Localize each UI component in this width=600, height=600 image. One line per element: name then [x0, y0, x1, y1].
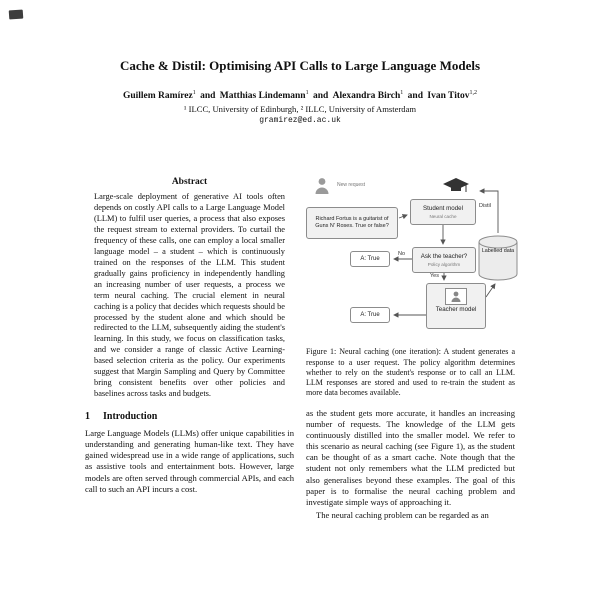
section-number: 1 — [85, 410, 90, 422]
right-column — [306, 177, 515, 521]
corner-mark — [9, 10, 24, 20]
teacher-model-label: Teacher model — [435, 306, 477, 314]
author-affil-mark: 1 — [305, 90, 309, 97]
abstract-heading: Abstract — [171, 177, 208, 188]
yes-branch-label: Yes — [430, 273, 439, 280]
student-model-subtitle: Neural cache — [429, 213, 457, 219]
student-model-box — [410, 199, 476, 225]
ask-teacher-box — [412, 247, 476, 273]
teacher-icon — [445, 288, 467, 305]
right-column-clipped-paragraph: The neural caching problem can be regarded as an — [316, 510, 489, 521]
graduation-cap-icon — [442, 177, 470, 200]
author-line — [0, 90, 600, 101]
right-column-paragraph: as the student gets more accurate, it handles an increasing number of requests. The knowledge of the LLM gets continuously distilled into the smaller model. We refer to this scenario as neural caching (see Figure 1), as the student can be thought of as a smart cache. Note though that the student not only remembers what the LLM predicted but also generalises beyond these examples. The goal of this paper is to formalise the neural caching problem and investigate simple ways of approaching it. — [306, 407, 515, 507]
answer-box-bottom: A: True — [350, 307, 390, 323]
section-title: Introduction — [103, 410, 158, 422]
two-column-body — [85, 177, 515, 521]
student-model-label: Student model — [423, 204, 463, 212]
user-icon — [314, 177, 330, 200]
and-separator: and — [312, 91, 329, 102]
author-affil-mark: 1 — [400, 90, 404, 97]
paper-title: Cache & Distil: Optimising API Calls to Large Language Models — [119, 58, 481, 73]
affiliation-line: ¹ ILCC, University of Edinburgh, ² ILLC, University of Amsterdam — [183, 104, 417, 115]
request-box: Richard Fortus is a guitarist of Guns N' Roses. True or false? — [306, 207, 398, 239]
answer-box-top: A: True — [350, 251, 390, 267]
and-separator: and — [407, 91, 423, 102]
author-name: Matthias Lindemann — [219, 91, 306, 102]
labelled-data-label: Labelled data — [481, 248, 515, 255]
abstract-text: Large-scale deployment of generative AI tools often depends on costly API calls to a Large Language Model (LLM) to fulfil user queries, a process that also exposes the request stream to external providers. To curtail the frequency of these calls, one can employ a local smaller language model – a student – which is continuously trained on the responses of the LLM. This student gradually gains proficiency in independently handling an increasing number of user requests, a process we term neural caching. The crucial element in neural caching is a policy that decides which requests should be processed by the student alone and which should be redirected to the LLM, subsequently aiding the student's learning. In this study, we focus on classification tasks, and we consider a range of classic Active Learning-based selection criteria as the policy. Our experiments suggest that Margin Sampling and Query by Committee bring consistent benefits over other policies and baselines across tasks and budgets. — [94, 192, 285, 398]
figure-1-diagram — [306, 177, 518, 339]
author-name: Alexandra Birch — [332, 91, 401, 102]
author-name: Ivan Titov — [427, 91, 470, 102]
left-column — [85, 177, 294, 495]
and-separator: and — [200, 91, 216, 102]
policy-algorithm-subtitle: Policy algorithm — [427, 261, 461, 267]
labelled-data-store — [478, 235, 518, 281]
no-branch-label: No — [398, 251, 406, 258]
figure-caption: Figure 1: Neural caching (one iteration): A student generates a response to a user request. The policy algorithm determines whether to rely on the student's response or to call an LLM. LLM responses are stored and used to re-train the student as more data becomes available. — [306, 347, 515, 398]
author-name: Guillem Ramírez — [122, 91, 193, 102]
distil-label: Distil — [479, 203, 491, 210]
author-affil-mark: 1,2 — [469, 90, 478, 97]
author-affil-mark: 1 — [192, 90, 196, 97]
section-heading-introduction — [85, 411, 294, 422]
email-address: gramirez@ed.ac.uk — [259, 116, 341, 126]
ask-teacher-label: Ask the teacher? — [420, 252, 468, 260]
new-request-label: New request — [337, 182, 366, 189]
teacher-model-box — [426, 283, 486, 329]
introduction-text: Large Language Models (LLMs) offer unique capabilities in understanding and generating human-like text. They have gained widespread use in a wide range of applications, such as assistive tools and entertainment bots. However, large models are often served through commercial APIs, and each call to such an API incurs a cost. — [85, 427, 294, 494]
